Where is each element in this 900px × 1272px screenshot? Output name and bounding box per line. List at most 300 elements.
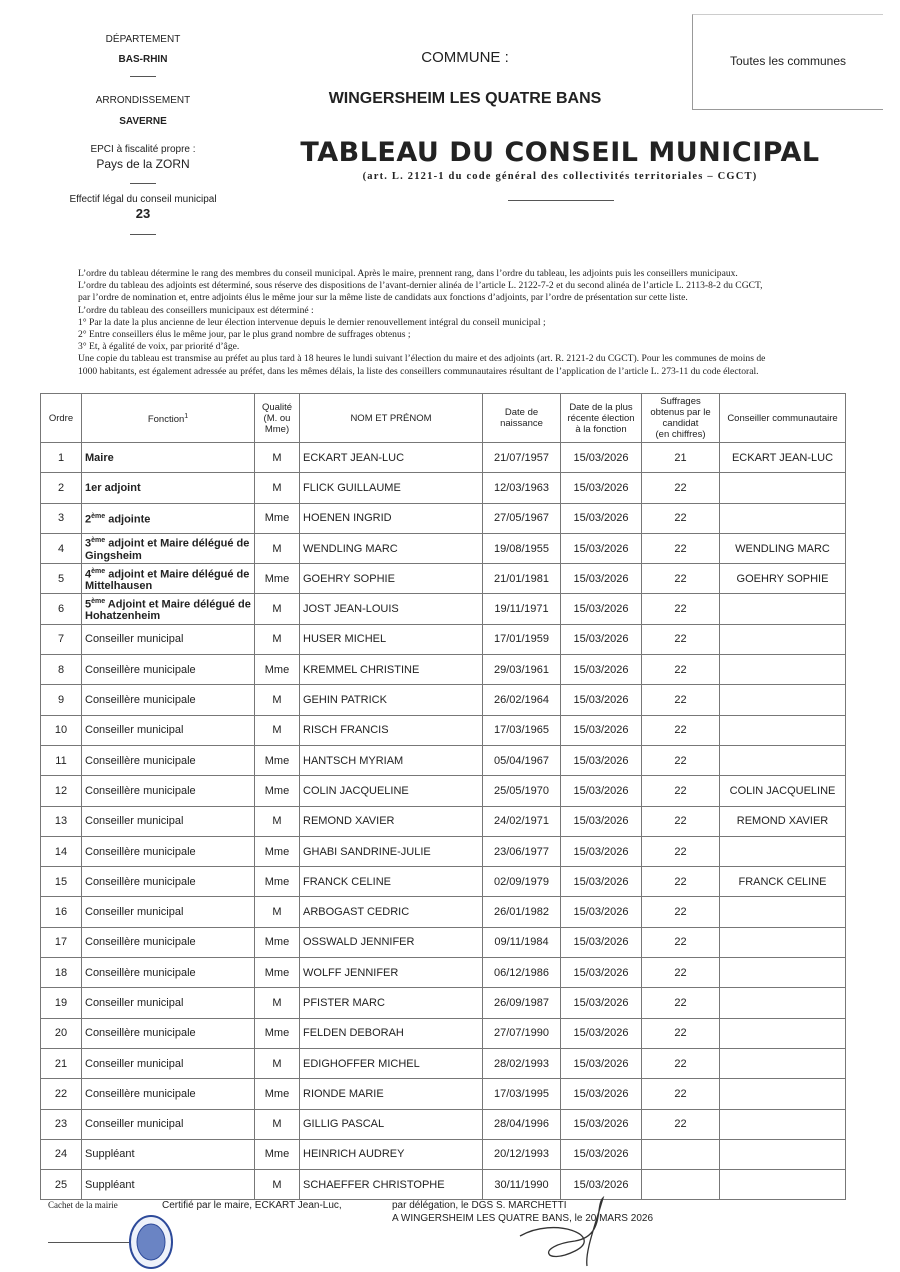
communautaire-cell — [720, 988, 846, 1018]
ordre-cell: 20 — [41, 1018, 82, 1048]
communautaire-cell — [720, 473, 846, 503]
fonction-cell — [82, 745, 255, 775]
naissance-cell: 17/03/1995 — [483, 1079, 561, 1109]
qualite-cell: M — [255, 1048, 300, 1078]
fonction-cell — [82, 1018, 255, 1048]
election-cell: 15/03/2026 — [561, 927, 642, 957]
intro-line: 3° Et, à égalité de voix, par priorité d’âge. — [78, 341, 240, 353]
table-row — [41, 655, 846, 685]
effectif: 23 — [135, 206, 151, 221]
suffrages-cell: 22 — [642, 745, 720, 775]
suffrages-cell: 22 — [642, 1048, 720, 1078]
naissance-cell: 17/03/1965 — [483, 715, 561, 745]
communautaire-cell: GOEHRY SOPHIE — [720, 564, 846, 594]
epci: Pays de la ZORN — [96, 157, 190, 171]
departement: BAS-RHIN — [118, 54, 168, 65]
commune-type-box — [692, 14, 883, 110]
communautaire-cell: FRANCK CELINE — [720, 867, 846, 897]
ordre-cell: 5 — [41, 564, 82, 594]
fonction-cell — [82, 958, 255, 988]
election-cell: 15/03/2026 — [561, 564, 642, 594]
qualite-cell: Mme — [255, 1018, 300, 1048]
col-communautaire: Conseiller communautaire — [720, 394, 846, 443]
election-cell: 15/03/2026 — [561, 655, 642, 685]
election-cell: 15/03/2026 — [561, 624, 642, 654]
table-row — [41, 473, 846, 503]
intro-line: L’ordre du tableau des adjoints est déterminé, sous réserve des dispositions de l’avant-dernier alinéa de l’article L. 2122-7-2 et du second alinéa de l’article L. 2113-8-2 du CGCT, — [78, 280, 763, 292]
suffrages-cell: 22 — [642, 564, 720, 594]
fonction-cell — [82, 1139, 255, 1169]
table-row — [41, 745, 846, 775]
table-row — [41, 867, 846, 897]
communautaire-cell — [720, 1048, 846, 1078]
nom-cell: SCHAEFFER CHRISTOPHE — [300, 1170, 483, 1200]
suffrages-cell: 22 — [642, 988, 720, 1018]
nom-cell: FLICK GUILLAUME — [300, 473, 483, 503]
delegation-text: par délégation, le DGS S. MARCHETTI — [392, 1200, 567, 1211]
epci-label: EPCI à fiscalité propre : — [90, 144, 196, 155]
ordre-cell: 14 — [41, 836, 82, 866]
nom-cell: HEINRICH AUDREY — [300, 1139, 483, 1169]
ordre-cell: 8 — [41, 655, 82, 685]
naissance-cell: 30/11/1990 — [483, 1170, 561, 1200]
fonction-cell — [82, 776, 255, 806]
nom-cell: RIONDE MARIE — [300, 1079, 483, 1109]
ordre-cell: 21 — [41, 1048, 82, 1078]
naissance-cell: 27/07/1990 — [483, 1018, 561, 1048]
divider — [508, 200, 614, 201]
arrondissement-label: ARRONDISSEMENT — [95, 95, 191, 106]
divider — [130, 183, 156, 184]
fonction-cell — [82, 564, 255, 594]
table-row — [41, 1048, 846, 1078]
ordre-cell: 4 — [41, 533, 82, 563]
naissance-cell: 02/09/1979 — [483, 867, 561, 897]
naissance-cell: 17/01/1959 — [483, 624, 561, 654]
ordre-cell: 23 — [41, 1109, 82, 1139]
fonction-part: Conseillère municipale — [85, 784, 196, 797]
naissance-cell: 19/08/1955 — [483, 533, 561, 563]
qualite-cell: M — [255, 806, 300, 836]
table-row — [41, 897, 846, 927]
table-row — [41, 1079, 846, 1109]
election-cell: 15/03/2026 — [561, 1048, 642, 1078]
election-cell: 15/03/2026 — [561, 1079, 642, 1109]
election-cell: 15/03/2026 — [561, 897, 642, 927]
fonction-cell — [82, 624, 255, 654]
table-row — [41, 927, 846, 957]
intro-line: 1000 habitants, est également adressée au préfet, dans les mêmes délais, la liste des conseillers communautaires résultant de l’application de l’article L. 273-11 du code électoral. — [78, 365, 759, 377]
ordre-cell: 15 — [41, 867, 82, 897]
nom-cell: WOLFF JENNIFER — [300, 958, 483, 988]
suffrages-cell: 22 — [642, 867, 720, 897]
nom-cell: ECKART JEAN-LUC — [300, 443, 483, 473]
table-row — [41, 685, 846, 715]
naissance-cell: 28/04/1996 — [483, 1109, 561, 1139]
nom-cell: HUSER MICHEL — [300, 624, 483, 654]
fonction-part: Conseillère municipale — [85, 663, 196, 676]
suffrages-cell: 22 — [642, 958, 720, 988]
fonction-part: 1er adjoint — [85, 481, 141, 494]
fonction-cell — [82, 806, 255, 836]
fonction-part: 2 — [85, 513, 92, 526]
suffrages-cell: 22 — [642, 806, 720, 836]
table-row — [41, 988, 846, 1018]
fonction-cell — [82, 533, 255, 563]
ordre-cell: 6 — [41, 594, 82, 624]
naissance-cell: 21/07/1957 — [483, 443, 561, 473]
table-row — [41, 715, 846, 745]
col-election: Date de la plus récente élection à la fonction — [561, 394, 642, 443]
fonction-cell — [82, 1048, 255, 1078]
fonction-part: Conseillère municipale — [85, 694, 196, 707]
col-suffrages-note: (en chiffres) — [655, 429, 706, 440]
election-cell: 15/03/2026 — [561, 503, 642, 533]
fonction-part: adjointe — [105, 513, 151, 526]
qualite-cell: Mme — [255, 564, 300, 594]
ordre-cell: 19 — [41, 988, 82, 1018]
naissance-cell: 24/02/1971 — [483, 806, 561, 836]
nom-cell: EDIGHOFFER MICHEL — [300, 1048, 483, 1078]
effectif-label: Effectif légal du conseil municipal — [69, 194, 217, 205]
fonction-part: Maire — [85, 451, 114, 464]
communautaire-cell — [720, 503, 846, 533]
ordre-cell: 7 — [41, 624, 82, 654]
nom-cell: COLIN JACQUELINE — [300, 776, 483, 806]
nom-cell: GILLIG PASCAL — [300, 1109, 483, 1139]
intro-line: par l’ordre de nomination et, entre adjoints élus le même jour sur la même liste de candidats aux fonctions d’adjoints, par l’ordre de présentation sur cette liste. — [78, 292, 688, 304]
ordre-cell: 1 — [41, 443, 82, 473]
cachet-label: Cachet de la mairie — [48, 1200, 118, 1210]
footnote-mark: 1 — [184, 412, 189, 420]
nom-cell: KREMMEL CHRISTINE — [300, 655, 483, 685]
suffrages-cell: 22 — [642, 1109, 720, 1139]
fonction-part: adjoint et Maire délégué de Gingsheim — [85, 537, 250, 562]
qualite-cell: Mme — [255, 1079, 300, 1109]
commune-type: Toutes les communes — [729, 54, 847, 68]
nom-cell: HANTSCH MYRIAM — [300, 745, 483, 775]
qualite-cell: M — [255, 715, 300, 745]
qualite-cell: Mme — [255, 867, 300, 897]
col-naissance: Date de naissance — [483, 394, 561, 443]
fonction-part: Conseillère municipale — [85, 1027, 196, 1040]
ordre-cell: 22 — [41, 1079, 82, 1109]
ordre-cell: 25 — [41, 1170, 82, 1200]
qualite-cell: Mme — [255, 836, 300, 866]
naissance-cell: 23/06/1977 — [483, 836, 561, 866]
fonction-part: ème — [91, 537, 106, 545]
suffrages-cell: 22 — [642, 715, 720, 745]
col-ordre: Ordre — [41, 394, 82, 443]
ordre-cell: 24 — [41, 1139, 82, 1169]
qualite-cell: Mme — [255, 745, 300, 775]
communautaire-cell: ECKART JEAN-LUC — [720, 443, 846, 473]
suffrages-cell: 22 — [642, 594, 720, 624]
naissance-cell: 19/11/1971 — [483, 594, 561, 624]
commune-name: WINGERSHEIM LES QUATRE BANS — [328, 90, 602, 107]
col-suffrages — [642, 394, 720, 443]
fonction-cell — [82, 927, 255, 957]
signature — [515, 1196, 625, 1268]
election-cell: 15/03/2026 — [561, 806, 642, 836]
election-cell: 15/03/2026 — [561, 1139, 642, 1169]
divider — [130, 234, 156, 235]
communautaire-cell — [720, 745, 846, 775]
fonction-part: Conseiller municipal — [85, 633, 184, 646]
intro-line: Une copie du tableau est transmise au préfet au plus tard à 18 heures le lundi suivant l’élection du maire et des adjoints (art. R. 2121-2 du CGCT). Pour les communes de moins de — [78, 353, 766, 365]
nom-cell: GOEHRY SOPHIE — [300, 564, 483, 594]
communautaire-cell: WENDLING MARC — [720, 533, 846, 563]
election-cell: 15/03/2026 — [561, 533, 642, 563]
qualite-cell: M — [255, 988, 300, 1018]
qualite-cell: Mme — [255, 958, 300, 988]
fonction-cell — [82, 685, 255, 715]
naissance-cell: 25/05/1970 — [483, 776, 561, 806]
ordre-cell: 3 — [41, 503, 82, 533]
nom-cell: ARBOGAST CEDRIC — [300, 897, 483, 927]
communautaire-cell — [720, 958, 846, 988]
naissance-cell: 28/02/1993 — [483, 1048, 561, 1078]
intro-text — [78, 268, 848, 378]
election-cell: 15/03/2026 — [561, 1109, 642, 1139]
mairie-stamp — [128, 1214, 174, 1270]
departement-label: DÉPARTEMENT — [105, 34, 181, 45]
commune-label: COMMUNE : — [421, 49, 509, 66]
suffrages-cell: 22 — [642, 897, 720, 927]
fonction-part: Conseillère municipale — [85, 1087, 196, 1100]
naissance-cell: 29/03/1961 — [483, 655, 561, 685]
fonction-part: Conseiller municipal — [85, 996, 184, 1009]
qualite-cell: Mme — [255, 776, 300, 806]
qualite-cell: M — [255, 1170, 300, 1200]
fonction-part: Conseiller municipal — [85, 906, 184, 919]
fonction-cell — [82, 836, 255, 866]
suffrages-cell: 22 — [642, 473, 720, 503]
fonction-part: Conseillère municipale — [85, 966, 196, 979]
suffrages-cell: 22 — [642, 1018, 720, 1048]
fonction-cell — [82, 715, 255, 745]
election-cell: 15/03/2026 — [561, 867, 642, 897]
communautaire-cell — [720, 897, 846, 927]
table-row — [41, 1018, 846, 1048]
table-row — [41, 1109, 846, 1139]
fonction-part: Suppléant — [85, 1178, 135, 1191]
election-cell: 15/03/2026 — [561, 776, 642, 806]
nom-cell: OSSWALD JENNIFER — [300, 927, 483, 957]
fonction-part: Conseiller municipal — [85, 1118, 184, 1131]
fonction-part: ème — [91, 512, 106, 520]
naissance-cell: 20/12/1993 — [483, 1139, 561, 1169]
election-cell: 15/03/2026 — [561, 1018, 642, 1048]
qualite-cell: Mme — [255, 1139, 300, 1169]
nom-cell: JOST JEAN-LOUIS — [300, 594, 483, 624]
naissance-cell: 26/02/1964 — [483, 685, 561, 715]
ordre-cell: 13 — [41, 806, 82, 836]
qualite-cell: Mme — [255, 655, 300, 685]
election-cell: 15/03/2026 — [561, 988, 642, 1018]
fonction-cell — [82, 655, 255, 685]
table-row — [41, 503, 846, 533]
fonction-cell — [82, 443, 255, 473]
communautaire-cell — [720, 685, 846, 715]
col-fonction — [82, 394, 255, 443]
fonction-part: adjoint et Maire délégué de Mittelhausen — [85, 568, 250, 593]
fonction-cell — [82, 1109, 255, 1139]
election-cell: 15/03/2026 — [561, 715, 642, 745]
page-title: TABLEAU DU CONSEIL MUNICIPAL — [300, 137, 820, 168]
suffrages-cell: 22 — [642, 533, 720, 563]
page-subtitle: (art. L. 2121-1 du code général des collectivités territoriales – CGCT) — [362, 171, 758, 182]
fonction-cell — [82, 1079, 255, 1109]
naissance-cell: 12/03/1963 — [483, 473, 561, 503]
election-cell: 15/03/2026 — [561, 1170, 642, 1200]
election-cell: 15/03/2026 — [561, 594, 642, 624]
qualite-cell: M — [255, 685, 300, 715]
ordre-cell: 9 — [41, 685, 82, 715]
fonction-part: 4 — [85, 568, 92, 581]
nom-cell: RISCH FRANCIS — [300, 715, 483, 745]
election-cell: 15/03/2026 — [561, 473, 642, 503]
election-cell: 15/03/2026 — [561, 443, 642, 473]
ordre-cell: 2 — [41, 473, 82, 503]
qualite-cell: Mme — [255, 927, 300, 957]
intro-line: 2° Entre conseillers élus le même jour, par le plus grand nombre de suffrages obtenus ; — [78, 329, 411, 341]
suffrages-cell: 22 — [642, 624, 720, 654]
table-row — [41, 594, 846, 624]
nom-cell: HOENEN INGRID — [300, 503, 483, 533]
ordre-cell: 11 — [41, 745, 82, 775]
intro-line: L’ordre du tableau des conseillers municipaux est déterminé : — [78, 304, 314, 316]
naissance-cell: 21/01/1981 — [483, 564, 561, 594]
naissance-cell: 05/04/1967 — [483, 745, 561, 775]
qualite-cell: M — [255, 1109, 300, 1139]
fonction-part: Conseiller municipal — [85, 1057, 184, 1070]
table-row — [41, 533, 846, 563]
nom-cell: FELDEN DEBORAH — [300, 1018, 483, 1048]
naissance-cell: 26/09/1987 — [483, 988, 561, 1018]
naissance-cell: 27/05/1967 — [483, 503, 561, 533]
qualite-cell: M — [255, 594, 300, 624]
suffrages-cell: 22 — [642, 685, 720, 715]
suffrages-cell — [642, 1139, 720, 1169]
table-row — [41, 1170, 846, 1200]
communautaire-cell — [720, 1109, 846, 1139]
fonction-part: Conseillère municipale — [85, 936, 196, 949]
communautaire-cell — [720, 836, 846, 866]
communautaire-cell — [720, 655, 846, 685]
suffrages-cell: 22 — [642, 836, 720, 866]
intro-line: L’ordre du tableau détermine le rang des membres du conseil municipal. Après le maire, prennent rang, dans l’ordre du tableau, les adjoints puis les conseillers municipaux. — [78, 268, 738, 279]
suffrages-cell: 22 — [642, 776, 720, 806]
fonction-cell — [82, 988, 255, 1018]
table-row — [41, 776, 846, 806]
fonction-cell — [82, 1170, 255, 1200]
nom-cell: WENDLING MARC — [300, 533, 483, 563]
col-nom: NOM ET PRÉNOM — [300, 394, 483, 443]
suffrages-cell: 22 — [642, 503, 720, 533]
suffrages-cell: 22 — [642, 655, 720, 685]
election-cell: 15/03/2026 — [561, 836, 642, 866]
fonction-cell — [82, 473, 255, 503]
divider — [130, 76, 156, 77]
nom-cell: GEHIN PATRICK — [300, 685, 483, 715]
qualite-cell: M — [255, 473, 300, 503]
communautaire-cell: REMOND XAVIER — [720, 806, 846, 836]
suffrages-cell — [642, 1170, 720, 1200]
fonction-part: Adjoint et Maire délégué de Hohatzenheim — [85, 598, 251, 623]
qualite-cell: M — [255, 443, 300, 473]
col-suffrages-label: Suffrages obtenus par le candidat — [650, 396, 711, 429]
table-row — [41, 836, 846, 866]
communautaire-cell — [720, 1079, 846, 1109]
communautaire-cell — [720, 594, 846, 624]
communautaire-cell — [720, 927, 846, 957]
fonction-cell — [82, 594, 255, 624]
fonction-part: Suppléant — [85, 1148, 135, 1161]
col-fonction-label: Fonction — [147, 414, 185, 426]
ordre-cell: 17 — [41, 927, 82, 957]
nom-cell: GHABI SANDRINE-JULIE — [300, 836, 483, 866]
fonction-part: 5 — [85, 598, 92, 611]
qualite-cell: M — [255, 624, 300, 654]
naissance-cell: 09/11/1984 — [483, 927, 561, 957]
fonction-part: Conseillère municipale — [85, 845, 196, 858]
communautaire-cell: COLIN JACQUELINE — [720, 776, 846, 806]
fonction-part: Conseillère municipale — [85, 875, 196, 888]
communautaire-cell — [720, 1170, 846, 1200]
table-row — [41, 624, 846, 654]
ordre-cell: 16 — [41, 897, 82, 927]
fonction-cell — [82, 867, 255, 897]
certification-text: Certifié par le maire, ECKART Jean-Luc, — [162, 1200, 342, 1211]
place-date: A WINGERSHEIM LES QUATRE BANS, le 20 MARS 2026 — [392, 1213, 654, 1224]
qualite-cell: M — [255, 533, 300, 563]
fonction-part: Conseillère municipale — [85, 754, 196, 767]
table-row — [41, 806, 846, 836]
nom-cell: REMOND XAVIER — [300, 806, 483, 836]
intro-line: 1° Par la date la plus ancienne de leur élection intervenue depuis le dernier renouvellement intégral du conseil municipal ; — [78, 316, 546, 328]
election-cell: 15/03/2026 — [561, 745, 642, 775]
table-row — [41, 958, 846, 988]
communautaire-cell — [720, 624, 846, 654]
communautaire-cell — [720, 1139, 846, 1169]
col-qualite: Qualité (M. ou Mme) — [255, 394, 300, 443]
table-row — [41, 443, 846, 473]
fonction-cell — [82, 503, 255, 533]
council-table — [40, 393, 846, 1200]
ordre-cell: 18 — [41, 958, 82, 988]
fonction-part: Conseiller municipal — [85, 724, 184, 737]
table-row — [41, 1139, 846, 1169]
table-header-row — [41, 394, 846, 443]
fonction-part: Conseiller municipal — [85, 815, 184, 828]
suffrages-cell: 21 — [642, 443, 720, 473]
ordre-cell: 10 — [41, 715, 82, 745]
communautaire-cell — [720, 1018, 846, 1048]
fonction-cell — [82, 897, 255, 927]
fonction-part: ème — [91, 567, 106, 575]
naissance-cell: 06/12/1986 — [483, 958, 561, 988]
fonction-part: 3 — [85, 537, 92, 550]
nom-cell: FRANCK CELINE — [300, 867, 483, 897]
election-cell: 15/03/2026 — [561, 685, 642, 715]
qualite-cell: Mme — [255, 503, 300, 533]
election-cell: 15/03/2026 — [561, 958, 642, 988]
ordre-cell: 12 — [41, 776, 82, 806]
suffrages-cell: 22 — [642, 927, 720, 957]
fonction-part: ème — [91, 597, 106, 605]
table-row — [41, 564, 846, 594]
